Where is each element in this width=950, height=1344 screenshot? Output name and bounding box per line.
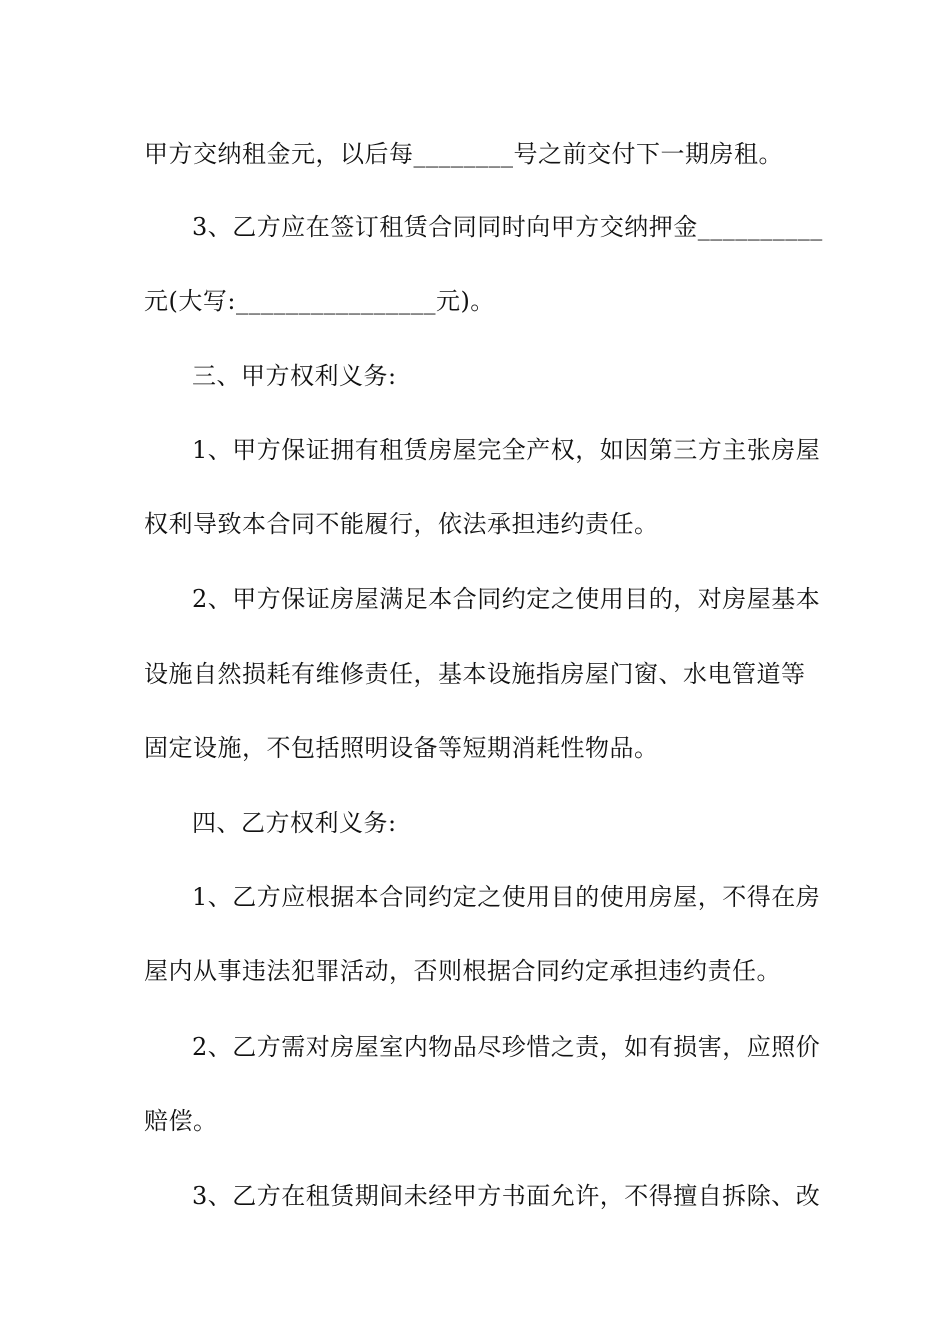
party-a-clause-2-line-3: 固定设施，不包括照明设备等短期消耗性物品。 [144, 734, 659, 762]
section-heading-party-a: 三、甲方权利义务: [192, 362, 397, 390]
party-a-clause-2-line-2: 设施自然损耗有维修责任，基本设施指房屋门窗、水电管道等 [144, 660, 806, 688]
party-a-clause-1-line-2: 权利导致本合同不能履行，依法承担违约责任。 [144, 510, 659, 538]
clause-deposit-line-2: 元(大写:________________元)。 [144, 287, 495, 315]
party-b-clause-2-line-2: 赔偿。 [144, 1107, 218, 1135]
clause-deposit-line-1: 3、乙方应在签订租赁合同同时向甲方交纳押金__________ [192, 213, 823, 241]
party-a-clause-2-line-1: 2、甲方保证房屋满足本合同约定之使用目的，对房屋基本 [192, 585, 821, 613]
party-a-clause-1-line-1: 1、甲方保证拥有租赁房屋完全产权，如因第三方主张房屋 [192, 436, 821, 464]
section-heading-party-b: 四、乙方权利义务: [192, 809, 397, 837]
party-b-clause-1-line-2: 屋内从事违法犯罪活动，否则根据合同约定承担违约责任。 [144, 957, 781, 985]
rent-payment-line: 甲方交纳租金元，以后每________号之前交付下一期房租。 [144, 140, 783, 168]
party-b-clause-2-line-1: 2、乙方需对房屋室内物品尽珍惜之责，如有损害，应照价 [192, 1033, 821, 1061]
party-b-clause-1-line-1: 1、乙方应根据本合同约定之使用目的使用房屋，不得在房 [192, 883, 821, 911]
party-b-clause-3-line-1: 3、乙方在租赁期间未经甲方书面允许，不得擅自拆除、改 [192, 1182, 821, 1210]
